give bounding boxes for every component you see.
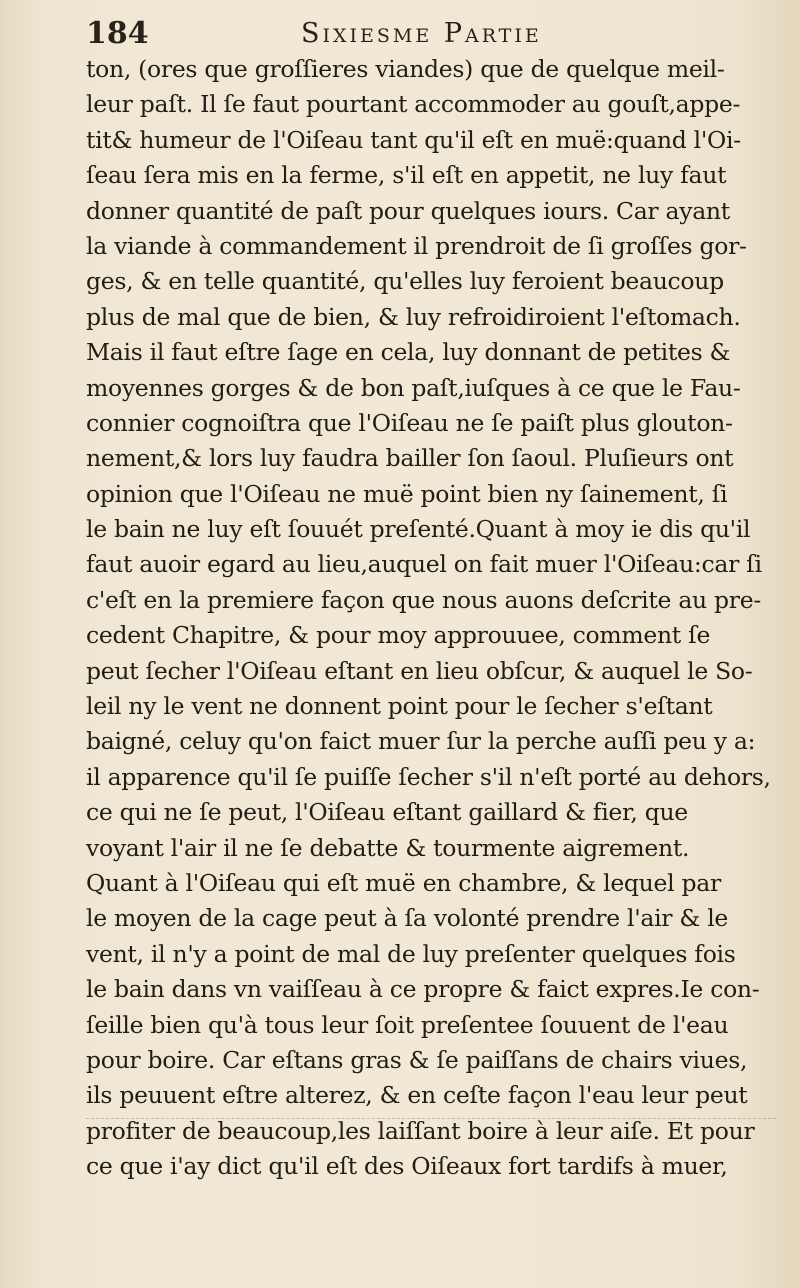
text-line: la viande à commandement il prendroit de ſi groſſes gor- xyxy=(86,231,747,260)
text-line: ce qui ne ſe peut, l'Oiſeau eſtant gaillard & fier, que xyxy=(86,798,688,827)
text-line: faut auoir egard au lieu,auquel on fait muer l'Oiſeau:car ſi xyxy=(86,550,762,579)
text-line: ton, (ores que groſſieres viandes) que de quelque meil- xyxy=(86,55,725,83)
text-line: connier cognoiſtra que l'Oiſeau ne ſe paiſt plus glouton- xyxy=(86,408,733,437)
text-line: tit& humeur de l'Oiſeau tant qu'il eſt en muë:quand l'Oi- xyxy=(86,125,741,154)
page-header xyxy=(86,12,776,54)
text-line: nement,& lors luy faudra bailler ſon ſaoul. Pluſieurs ont xyxy=(86,444,734,473)
text-line: baigné, celuy qu'on faict muer ſur la perche auſſi peu y a: xyxy=(86,727,756,756)
page-bottom-rule xyxy=(86,1118,776,1121)
text-line: ſeau ſera mis en la ferme, s'il eſt en appetit, ne luy faut xyxy=(86,161,727,190)
text-line: leil ny le vent ne donnent point pour le ſecher s'eſtant xyxy=(86,692,713,721)
text-line: peut ſecher l'Oiſeau eſtant en lieu obſcur, & auquel le So- xyxy=(86,656,753,685)
running-head: Sixiesme Partie xyxy=(301,18,542,49)
text-line: ils peuuent eſtre alterez, & en ceſte façon l'eau leur peut xyxy=(86,1081,748,1110)
text-line: il apparence qu'il ſe puiſſe ſecher s'il n'eſt porté au dehors, xyxy=(86,762,771,791)
text-line: plus de mal que de bien, & luy refroidiroient l'eſtomach. xyxy=(86,302,741,331)
text-line: ſeille bien qu'à tous leur ſoit preſentee ſouuent de l'eau xyxy=(86,1010,729,1039)
text-line: ges, & en telle quantité, qu'elles luy feroient beaucoup xyxy=(86,267,724,296)
text-line: moyennes gorges & de bon paſt,iuſques à ce que le Fau- xyxy=(86,373,741,402)
text-line: Mais il faut eſtre ſage en cela, luy donnant de petites & xyxy=(86,338,731,367)
text-line: cedent Chapitre, & pour moy approuuee, comment ſe xyxy=(86,621,711,650)
text-line: donner quantité de paſt pour quelques iours. Car ayant xyxy=(86,196,730,225)
text-line: Quant à l'Oiſeau qui eſt muë en chambre, & lequel par xyxy=(86,868,721,897)
text-line: opinion que l'Oiſeau ne muë point bien ny ſainement, ſi xyxy=(86,479,728,508)
body-text xyxy=(86,52,772,1185)
text-line: ce que i'ay dict qu'il eſt des Oiſeaux fort tardifs à muer, xyxy=(86,1152,728,1181)
text-line: voyant l'air il ne ſe debatte & tourmente aigrement. xyxy=(86,833,690,862)
text-line: le moyen de la cage peut à ſa volonté prendre l'air & le xyxy=(86,904,729,933)
text-line: le bain ne luy eſt ſouuét preſenté.Quant à moy ie dis qu'il xyxy=(86,515,751,544)
text-line: le bain dans vn vaiſſeau à ce propre & faict expres.Ie con- xyxy=(86,975,760,1004)
text-line: c'eſt en la premiere façon que nous auons deſcrite au pre- xyxy=(86,585,761,614)
text-line: leur paſt. Il ſe faut pourtant accommoder au gouſt,appe- xyxy=(86,90,741,119)
page-number: 184 xyxy=(86,16,149,51)
text-line: profiter de beaucoup,les laiſſant boire à leur aiſe. Et pour xyxy=(86,1116,755,1145)
text-line: pour boire. Car eſtans gras & ſe paiſſans de chairs viues, xyxy=(86,1045,748,1074)
text-line: vent, il n'y a point de mal de luy preſenter quelques fois xyxy=(86,939,736,968)
